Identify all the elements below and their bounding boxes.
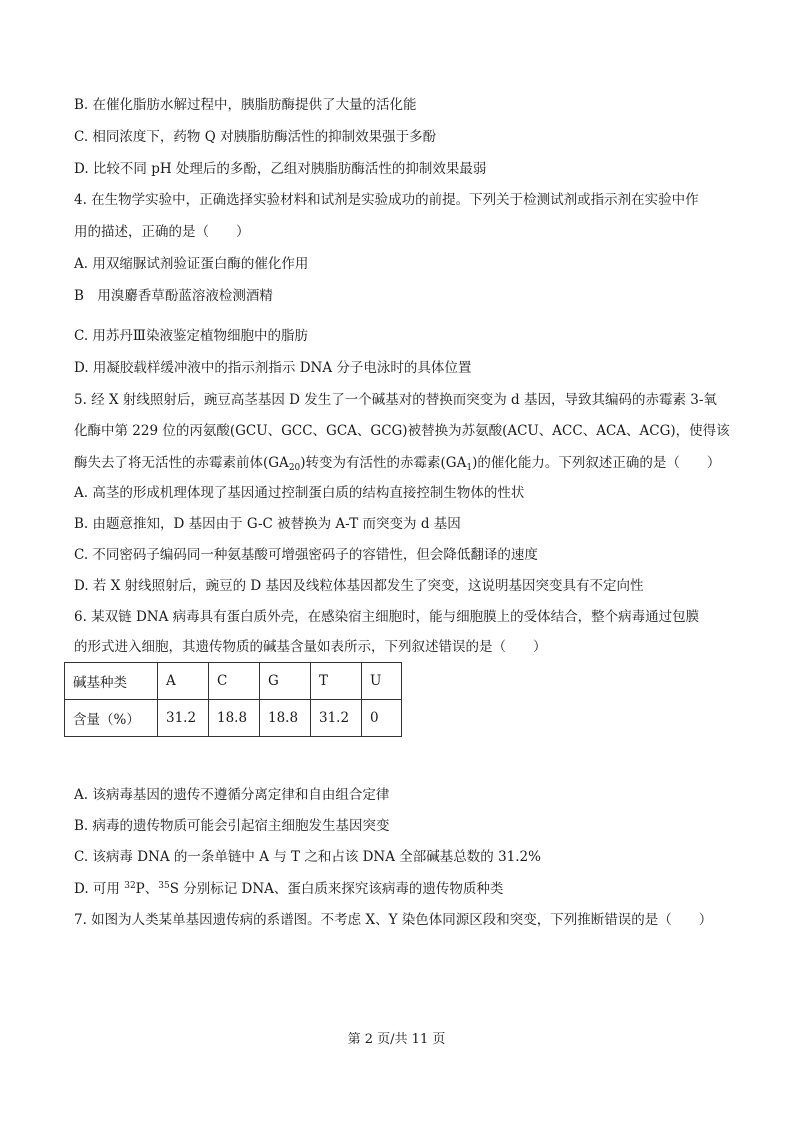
q5-stem-line3: 酶失去了将无活性的赤霉素前体$(GA_{20})$转变为有活性的赤霉素$(GA_1)$的催化能力。下列叙述正确的是（ ） [74,455,721,473]
table-row [65,700,402,737]
q3-option-d: D. 比较不同 pH 处理后的多酚，乙组对胰脂肪酶活性的抑制效果最弱 [74,161,487,177]
q5-stem-line2: 化酶中第 229 位的丙氨酸(GCU、GCC、GCA、GCG)被替换为苏氨酸(ACU、ACC、ACA、ACG)，使得该 [74,423,730,439]
q6-stem-line1: 6. 某双链 DNA 病毒具有蛋白质外壳，在感染宿主细胞时，能与细胞膜上的受体结合，整个病毒通过包膜 [74,609,700,625]
q4-stem-line1: 4. 在生物学实验中，正确选择实验材料和试剂是实验成功的前提。下列关于检测试剂或指示剂在实验中作 [74,192,699,208]
table-cell: T [311,663,362,700]
q4-option-b: B 用溴麝香草酚蓝溶液检测酒精 [74,288,273,304]
q6-option-a: A. 该病毒基因的遗传不遵循分离定律和自由组合定律 [74,787,390,803]
q5-stem-line1: 5. 经 X 射线照射后，豌豆高茎基因 D 发生了一个碱基对的替换而突变为 d 基因，导致其编码的赤霉素 3-氧 [74,392,717,408]
q6-option-b: B. 病毒的遗传物质可能会引起宿主细胞发生基因突变 [74,818,390,834]
base-content-table [64,662,402,737]
q4-option-a: A. 用双缩脲试剂验证蛋白酶的催化作用 [74,256,309,272]
q6-option-c: C. 该病毒 DNA 的一条单链中 A 与 T 之和占该 DNA 全部碱基总数的 31.2% [74,849,541,865]
q4-stem-line2: 用的描述，正确的是（ ） [74,224,250,240]
table-header-row [65,663,402,700]
q4-option-d: D. 用凝胶载样缓冲液中的指示剂指示 DNA 分子电泳时的具体位置 [74,360,472,376]
q5-option-d: D. 若 X 射线照射后，豌豆的 D 基因及线粒体基因都发生了突变，这说明基因突变具有不定向性 [74,578,644,594]
table-cell: 31.2 [311,700,362,737]
table-cell: A [158,663,209,700]
q5-option-b: B. 由题意推知，D 基因由于 G-C 被替换为 A-T 而突变为 d 基因 [74,516,461,532]
q7-stem-line1: 7. 如图为人类某单基因遗传病的系谱图。不考虑 X、Y 染色体同源区段和突变，下列推断错误的是（ ） [74,912,713,928]
table-cell: C [209,663,260,700]
q5-option-a: A. 高茎的形成机理体现了基因通过控制蛋白质的结构直接控制生物体的性状 [74,485,525,501]
table-cell: 18.8 [260,700,311,737]
q3-option-b: B. 在催化脂肪水解过程中，胰脂肪酶提供了大量的活化能 [74,97,417,113]
q6-option-d: D. 可用 $^{32}$P、$^{35}$S 分别标记 DNA、蛋白质来探究该病毒的遗传物质种类 [74,881,504,897]
table-cell: 0 [362,700,402,737]
page-footer: 第 2 页/共 11 页 [347,1032,446,1047]
table-cell: 18.8 [209,700,260,737]
table-cell: U [362,663,402,700]
table-cell: 31.2 [158,700,209,737]
table-cell: 碱基种类 [65,663,158,700]
q3-option-c: C. 相同浓度下，药物 Q 对胰脂肪酶活性的抑制效果强于多酚 [74,129,437,145]
table-cell: 含量（%） [65,700,158,737]
table-cell: G [260,663,311,700]
q4-option-c: C. 用苏丹Ⅲ染液鉴定植物细胞中的脂肪 [74,328,308,344]
q6-stem-line2: 的形式进入细胞，其遗传物质的碱基含量如表所示，下列叙述错误的是（ ） [74,639,547,655]
q5-option-c: C. 不同密码子编码同一种氨基酸可增强密码子的容错性，但会降低翻译的速度 [74,547,538,563]
